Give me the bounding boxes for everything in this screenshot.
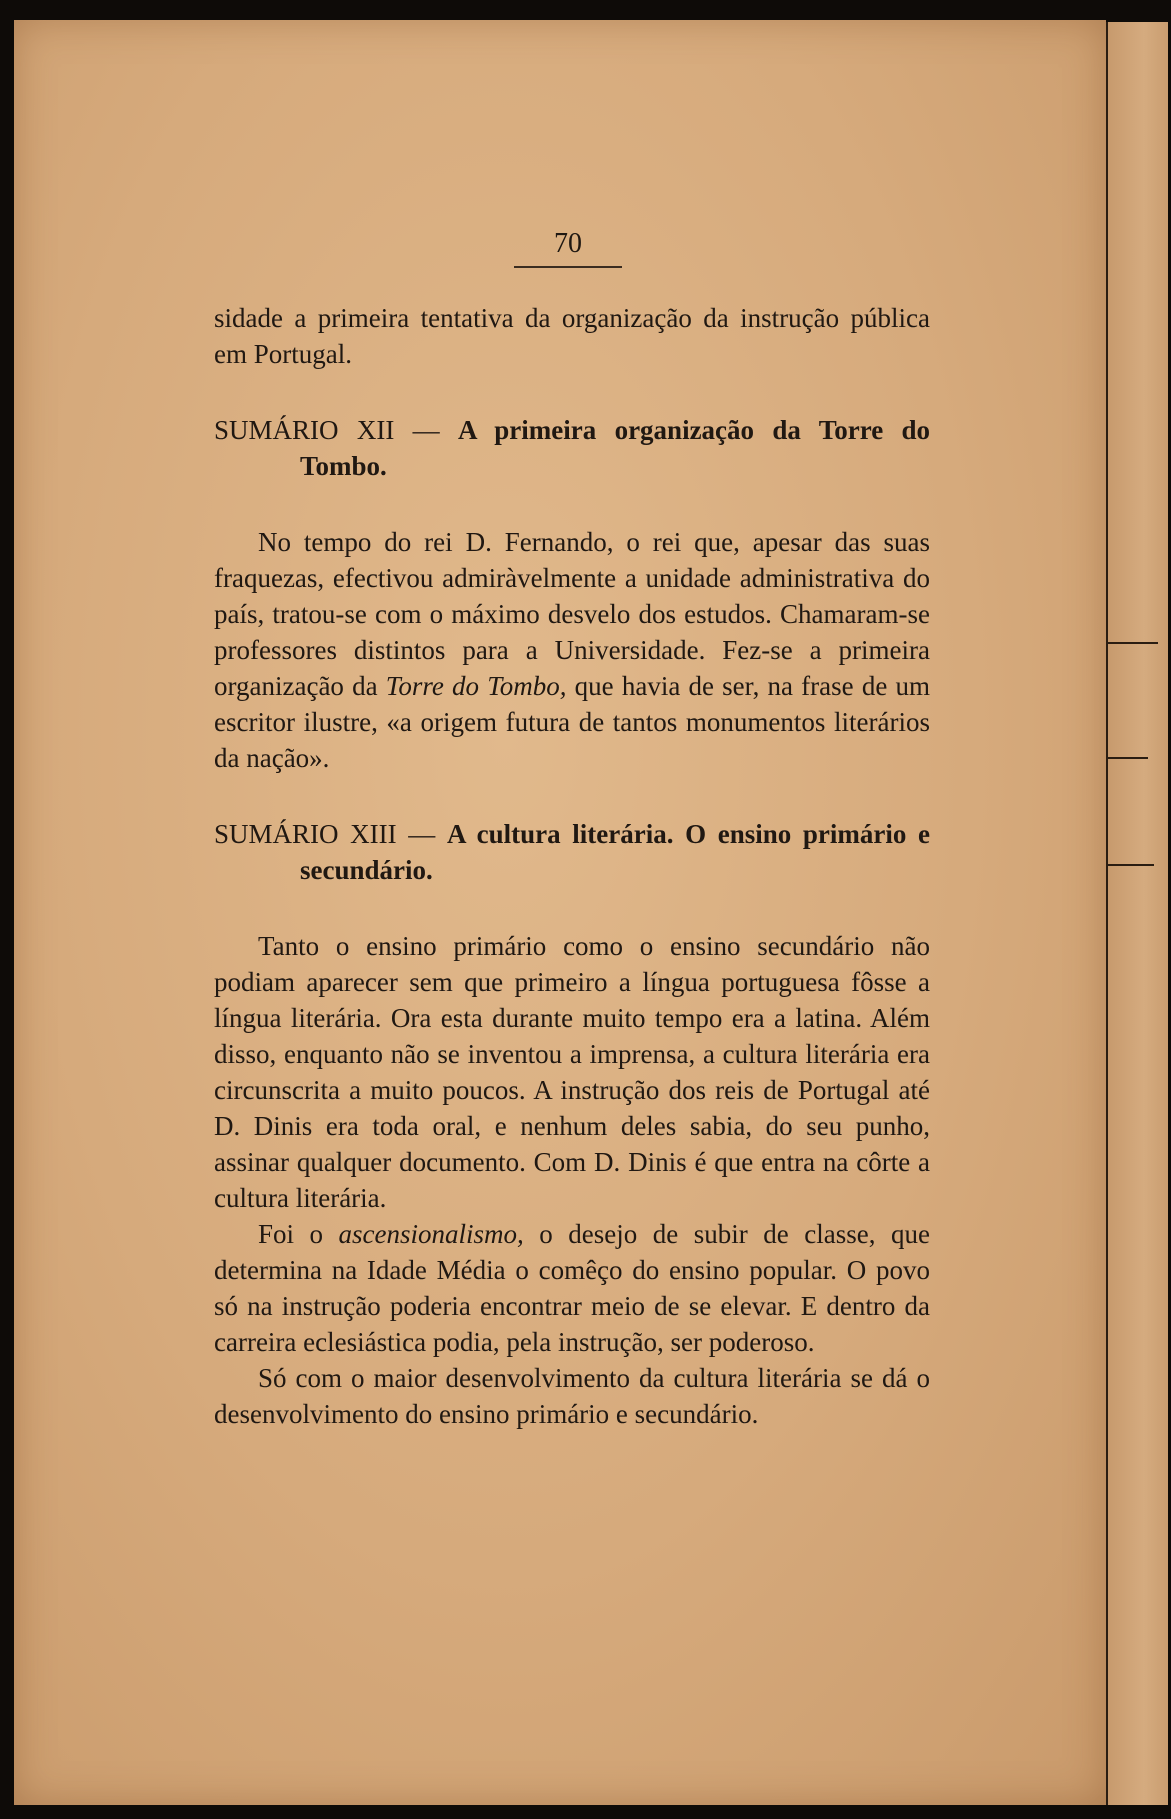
summary-xiii-heading bbox=[214, 816, 930, 888]
text-run: que havia de ser, na frase de um escritor ilustre, «a origem futura de tantos monumentos literários da nação». bbox=[214, 671, 930, 773]
summary-xiii-paragraph-2 bbox=[214, 1216, 930, 1360]
summary-xiii-label: SUMÁRIO XIII — bbox=[214, 819, 436, 849]
intro-paragraph: sidade a primeira tentativa da organização da instrução pública em Portugal. bbox=[214, 303, 930, 369]
summary-xiii-title: A cultura literária. O ensino primário e secundário. bbox=[300, 819, 931, 885]
summary-xii-title: A primeira organização da Torre do Tombo. bbox=[300, 415, 931, 481]
text-run: o desejo de subir de classe, que determina na Idade Média o comêço do ensino popular. O povo só na instrução poderia encontrar meio de se elevar. E dentro da carreira eclesiástica podia, pela instrução, ser poderoso. bbox=[214, 1219, 930, 1357]
italic-run: ascensionalismo, bbox=[338, 1219, 524, 1249]
summary-xii-label: SUMÁRIO XII — bbox=[214, 415, 440, 445]
page-number: 70 bbox=[554, 228, 582, 259]
summary-xii-heading bbox=[214, 412, 930, 484]
text-run: No tempo do rei D. Fernando, o rei que, apesar das suas fraquezas, efectivou admiràvelmente a unidade administrativa do país, tratou-se com o máximo desvelo dos estudos. Chamaram-se professores distintos para a Universidade. Fez-se a primeira organização da bbox=[214, 527, 930, 701]
page-number-rule bbox=[514, 266, 622, 268]
page-edge bbox=[1106, 22, 1168, 1805]
summary-xii-paragraph bbox=[214, 524, 930, 776]
summary-xiii-paragraph-1: Tanto o ensino primário como o ensino secundário não podiam aparecer sem que primeiro a língua portuguesa fôsse a língua literária. Ora esta durante muito tempo era a latina. Além disso, enquanto não se inventou a imprensa, a cultura literária era circunscrita a muito poucos. A instrução dos reis de Portugal até D. Dinis era toda oral, e nenhum deles sabia, do seu punho, assinar qualquer documento. Com D. Dinis é que entra na côrte a cultura literária. bbox=[214, 931, 930, 1213]
italic-run: Torre do Tombo, bbox=[385, 671, 567, 701]
summary-xiii-paragraph-3: Só com o maior desenvolvimento da cultura literária se dá o desenvolvimento do ensino primário e secundário. bbox=[214, 1363, 930, 1429]
page-body bbox=[214, 300, 930, 1432]
text-run: Foi o bbox=[258, 1219, 339, 1249]
